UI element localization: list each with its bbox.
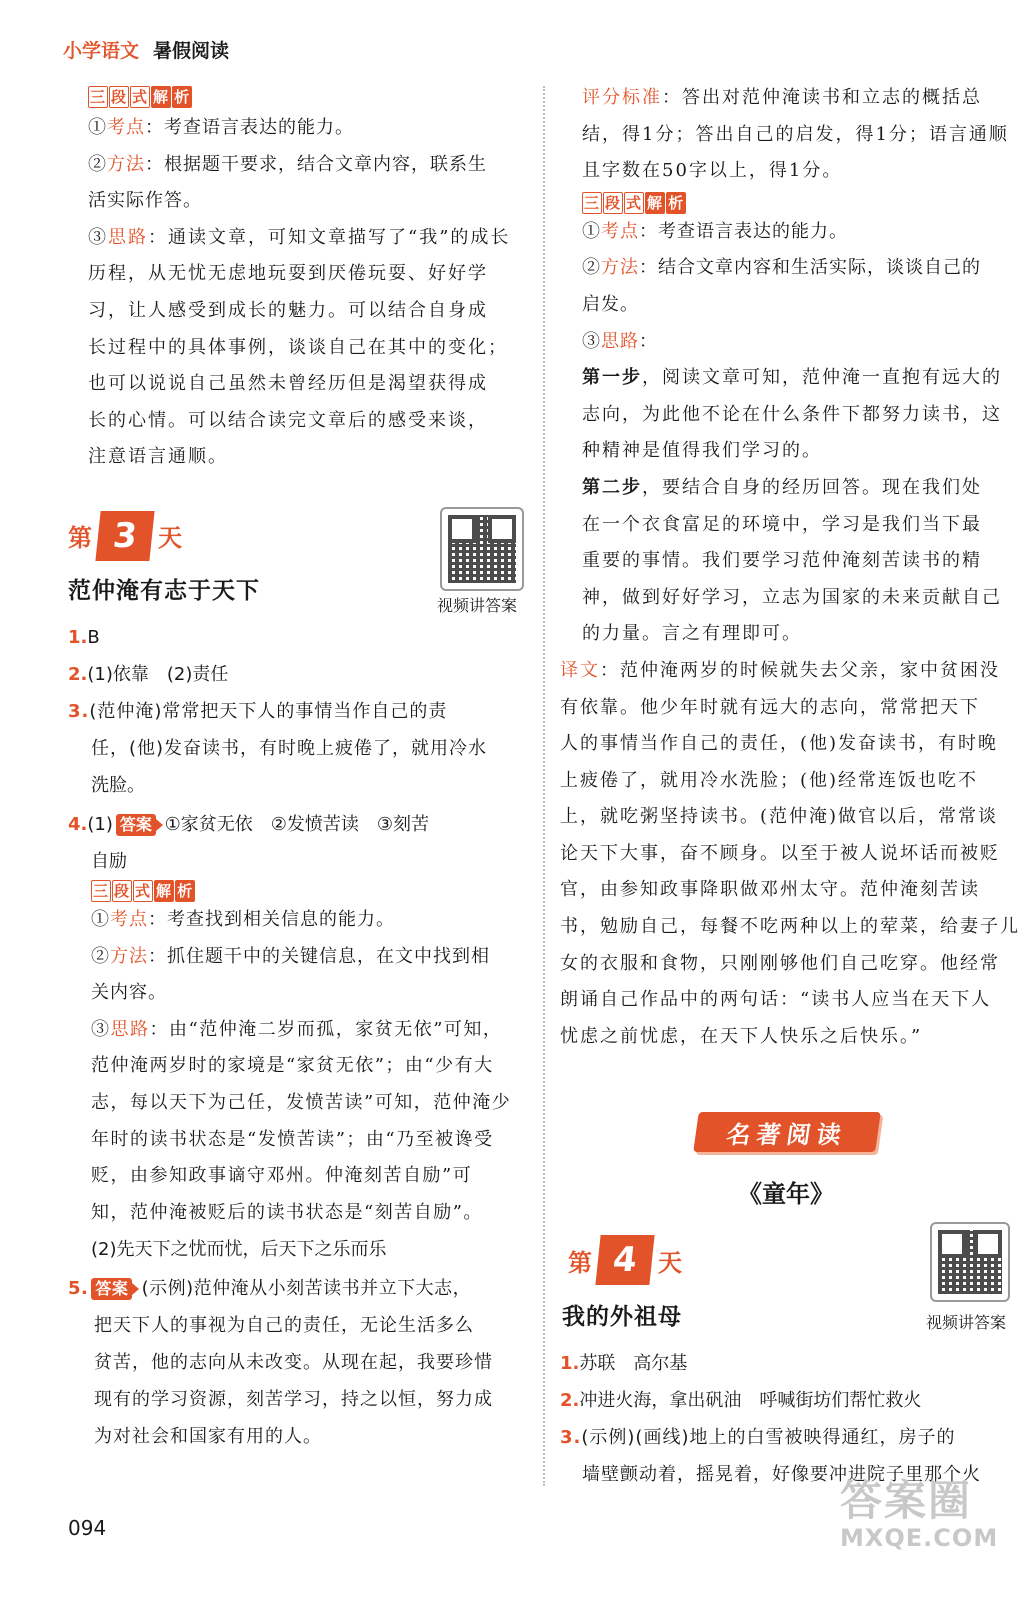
- day4-heading: 第 4 天: [568, 1234, 682, 1286]
- yiwen-line-3: 人的事情当作自己的责任，(他)发奋读书，有时晚: [560, 733, 999, 755]
- answer-tag-5: 答案: [91, 1278, 132, 1300]
- book-title: 《童年》: [738, 1179, 834, 1208]
- qr-pattern: [448, 515, 516, 583]
- day3-qr-caption: 视频讲答案: [437, 596, 518, 615]
- a4-silu-line-5: 贬，由参知政事谪守邓州。仲淹刻苦自励”可: [91, 1165, 473, 1187]
- day3-answer-4-part2: (2)先天下之忧而忧，后天下之乐而乐: [91, 1239, 387, 1261]
- qr-pattern-2: [938, 1230, 1002, 1294]
- analysis-badge-2: 三 段 式 解 析: [93, 881, 194, 900]
- a4-silu-line-3: 志，每以天下为己任，发愤苦读”可知，范仲淹少: [91, 1091, 512, 1113]
- step2-line-5: 的力量。言之有理即可。: [582, 623, 802, 645]
- day4-answers: [560, 1345, 1035, 1493]
- yiwen-line-7: 官，由参知政事降职做邓州太守。范仲淹刻苦读: [560, 879, 980, 901]
- day4-answer-1: 1.苏联 高尔基: [560, 1353, 688, 1374]
- day3-answer-5-line5: 为对社会和国家有用的人。: [94, 1426, 322, 1448]
- day3-answer-5-line4: 现有的学习资源，刻苦学习，持之以恒，努力成: [94, 1389, 493, 1411]
- day4-qr-code[interactable]: [930, 1222, 1010, 1302]
- fangfa-line-2: 活实际作答。: [88, 190, 202, 212]
- a4-silu-line-4: 年时的读书状态是“发愤苦读”；由“乃至被谗受: [91, 1128, 494, 1150]
- yiwen-line-9: 女的衣服和食物，只刚刚够他们自己吃穿。他经常: [560, 952, 1000, 974]
- fangfa-line: ②方法：根据题干要求，结合文章内容，联系生: [88, 153, 487, 175]
- day4-answer-2: 2.冲进火海，拿出矾油 呼喊街坊们帮忙救火: [560, 1390, 922, 1411]
- silu-line-5: 也可以说说自己虽然未曾经历但是渴望获得成: [88, 373, 488, 395]
- pingfen-line: 评分标准：答出对范仲淹读书和立志的概括总: [582, 87, 982, 108]
- subject-label: 小学语文: [63, 39, 140, 62]
- day3-answer-2: 2.(1)依靠 (2)责任: [68, 663, 229, 685]
- rt-kaodian-line: ①考点：考查语言表达的能力。: [582, 220, 848, 242]
- page-number: 094: [68, 1516, 107, 1540]
- yiwen-line: 译文：范仲淹两岁的时候就失去父亲，家中贫困没: [560, 659, 1000, 681]
- a4-fangfa-line: ②方法：抓住题干中的关键信息，在文中找到相: [91, 945, 490, 967]
- analysis-badge: 三 段 式 解 析: [90, 88, 191, 106]
- yiwen-line-4: 上疲倦了，就用冷水洗脸；(他)经常连饭也吃不: [560, 769, 979, 791]
- day3-answer-4: 4.(1) 答案 ①家贫无依 ②发愤苦读 ③刻苦: [68, 813, 430, 835]
- day4-answer-3: 3.(示例)(画线)地上的白雪被映得通红，房子的: [560, 1427, 956, 1448]
- day3-qr-code[interactable]: [440, 507, 524, 591]
- day3-number: 3: [95, 511, 154, 561]
- watermark: 答案圈 MXQE.COM: [840, 1476, 999, 1552]
- yiwen-line-5: 上，就吃粥坚持读书。(范仲淹)做官以后，常常谈: [560, 806, 999, 828]
- a4-silu-line-2: 范仲淹两岁时的家境是“家贫无依”；由“少有大: [91, 1055, 494, 1077]
- a4-kaodian-line: ①考点：考查找到相关信息的能力。: [91, 908, 395, 930]
- day4-qr-caption: 视频讲答案: [926, 1313, 1007, 1332]
- rt-fangfa-line-2: 启发。: [582, 293, 639, 315]
- page-header: [63, 34, 229, 64]
- day3-answer-5-line2: 把天下人的事视为自己的责任，无论生活多么: [94, 1315, 474, 1337]
- day3-answer-5-line3: 贫苦，他的志向从未改变。从现在起，我要珍惜: [94, 1352, 493, 1374]
- yiwen-line-11: 忧虑之前忧虑，在天下人快乐之后快乐。”: [560, 1025, 923, 1047]
- day3-answer-3: 3.(范仲淹)常常把天下人的事情当作自己的责: [68, 700, 448, 722]
- answer-tag: 答案: [116, 814, 156, 836]
- day3-answer-3-line3: 洗脸。: [91, 774, 145, 796]
- step2-line-3: 重要的事情。我们要学习范仲淹刻苦读书的精: [582, 550, 982, 572]
- silu-line-6: 长的心情。可以结合读完文章后的感受来谈，: [88, 409, 488, 431]
- rt-fangfa-line: ②方法：结合文章内容和生活实际，谈谈自己的: [582, 257, 981, 279]
- silu-line: ③思路：通读文章，可知文章描写了“我”的成长: [88, 226, 511, 248]
- yiwen-line-10: 朗诵自己作品中的两句话：“读书人应当在天下人: [560, 989, 992, 1011]
- day3-heading: 第 3 天: [68, 510, 530, 562]
- pingfen-line-2: 结，得1分；答出自己的启发，得1分；语言通顺: [582, 123, 1009, 145]
- yiwen-line-2: 有依靠。他少年时就有远大的志向，常常把天下: [560, 696, 980, 718]
- column-divider: [543, 86, 545, 1486]
- day4-answer-3-line2: 墙壁颤动着，摇晃着，好像要冲进院子里那个火: [582, 1464, 981, 1485]
- step1-line-3: 种精神是值得我们学习的。: [582, 440, 822, 462]
- analysis-badge-3: 三 段 式 解 析: [584, 193, 685, 212]
- rt-silu-line: ③思路：: [582, 330, 658, 352]
- step2-line-4: 神，做到好好学习，立志为国家的未来贡献自己: [582, 586, 1002, 608]
- day4-lesson-title: 我的外祖母: [562, 1303, 682, 1330]
- yiwen-line-8: 书，勉励自己，每餐不吃两种以上的荤菜，给妻子儿: [560, 916, 1020, 938]
- famous-reading-banner: 名著阅读: [693, 1112, 881, 1152]
- step2-line: 第二步，要结合自身的经历回答。现在我们处: [582, 476, 982, 498]
- day3-answer-1: 1.B: [68, 626, 100, 648]
- book-label: 暑假阅读: [153, 39, 230, 62]
- step2-line-2: 在一个衣食富足的环境中，学习是我们当下最: [582, 513, 982, 535]
- left-column: [68, 86, 530, 1455]
- day3-lesson-title: 范仲淹有志于天下: [68, 576, 260, 604]
- silu-line-7: 注意语言通顺。: [88, 446, 228, 468]
- day3-answer-5: 5. 答案 (示例)范仲淹从小刻苦读书并立下大志，: [68, 1278, 472, 1300]
- day3-answer-4-line2: 自励: [91, 850, 127, 872]
- step1-line: 第一步，阅读文章可知，范仲淹一直抱有远大的: [582, 367, 1002, 389]
- kaodian-line: ①考点：考查语言表达的能力。: [88, 117, 354, 138]
- yiwen-line-6: 论天下大事，奋不顾身。以至于被人说坏话而被贬: [560, 842, 1000, 864]
- step1-line-2: 志向，为此他不论在什么条件下都努力读书，这: [582, 403, 1002, 425]
- right-column: [560, 80, 1035, 1055]
- a4-silu-line: ③思路：由“范仲淹二岁而孤，家贫无依”可知，: [91, 1018, 503, 1040]
- day3-answer-3-line2: 任，(他)发奋读书，有时晚上疲倦了，就用冷水: [91, 737, 488, 759]
- a4-silu-line-6: 知，范仲淹被贬后的读书状态是“刻苦自励”。: [91, 1201, 483, 1223]
- pingfen-line-3: 且字数在50字以上，得1分。: [582, 160, 843, 182]
- day4-number: 4: [595, 1235, 654, 1285]
- a4-fangfa-line-2: 关内容。: [91, 982, 167, 1004]
- silu-line-3: 习，让人感受到成长的魅力。可以结合自身成: [88, 299, 488, 321]
- silu-line-4: 长过程中的具体事例，谈谈自己在其中的变化；: [88, 336, 508, 358]
- silu-line-2: 历程，从无忧无虑地玩耍到厌倦玩耍、好好学: [88, 263, 488, 285]
